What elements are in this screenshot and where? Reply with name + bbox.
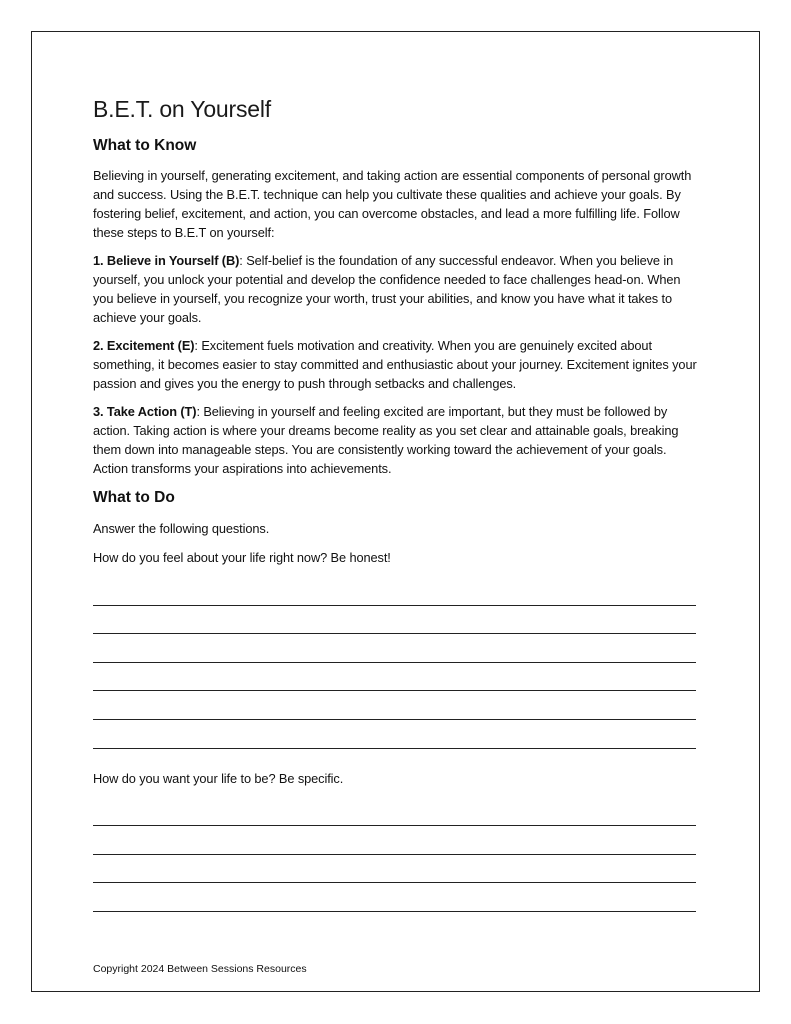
answer-line[interactable]	[93, 883, 696, 912]
step-excitement-text: : Excitement fuels motivation and creativity. When you are genuinely excited about something, it becomes easier to stay committed and enthusiastic about your journey. Excitement ignites your passion and gives you the energy to push through setbacks and challenges.	[93, 338, 697, 391]
step-excitement-label: 2. Excitement (E)	[93, 338, 195, 353]
question-2: How do you want your life to be? Be specific.	[93, 770, 344, 786]
step-believe-text: : Self-belief is the foundation of any successful endeavor. When you believe in yourself, you unlock your potential and develop the confidence needed to face challenges head-on. When you believe in yourself, you recognize your worth, trust your abilities, and know you have what it takes to achieve your goals.	[93, 253, 681, 325]
page-title: B.E.T. on Yourself	[93, 96, 271, 122]
copyright-footer: Copyright 2024 Between Sessions Resources	[93, 963, 307, 975]
instruction-text: Answer the following questions.	[93, 521, 270, 536]
answer-line[interactable]	[93, 855, 696, 884]
what-to-know-heading: What to Know	[93, 137, 197, 154]
step-action-text: : Believing in yourself and feeling excited are important, but they must be followed by action. Taking action is where your dreams become reality as you set clear and attainable goals, breaking them down into manageable steps. You are consistently working toward the achievement of your goals. Action transforms your aspirations into achievements.	[93, 404, 679, 476]
answer-area-2[interactable]	[93, 798, 700, 912]
step-action-label: 3. Take Action (T)	[93, 404, 197, 419]
answer-area-1[interactable]	[93, 577, 700, 749]
step-action-paragraph	[93, 402, 700, 478]
answer-line[interactable]	[93, 634, 696, 663]
step-excitement-paragraph	[93, 336, 700, 393]
intro-paragraph: Believing in yourself, generating excitement, and taking action are essential components of personal growth and success. Using the B.E.T. technique can help you cultivate these qualities and achieve your goals. By fostering belief, excitement, and action, you can overcome obstacles, and lead a more fulfilling life. Follow these steps to B.E.T on yourself:	[93, 168, 692, 240]
step-believe-paragraph	[93, 251, 700, 327]
answer-line[interactable]	[93, 577, 696, 606]
answer-line[interactable]	[93, 691, 696, 720]
answer-line[interactable]	[93, 798, 696, 827]
question-1: How do you feel about your life right now? Be honest!	[93, 550, 391, 565]
answer-line[interactable]	[93, 826, 696, 855]
answer-line[interactable]	[93, 606, 696, 635]
step-believe-label: 1. Believe in Yourself (B)	[93, 253, 240, 268]
answer-line[interactable]	[93, 720, 696, 749]
worksheet-content	[93, 94, 700, 912]
what-to-do-heading: What to Do	[93, 489, 175, 506]
answer-line[interactable]	[93, 663, 696, 692]
